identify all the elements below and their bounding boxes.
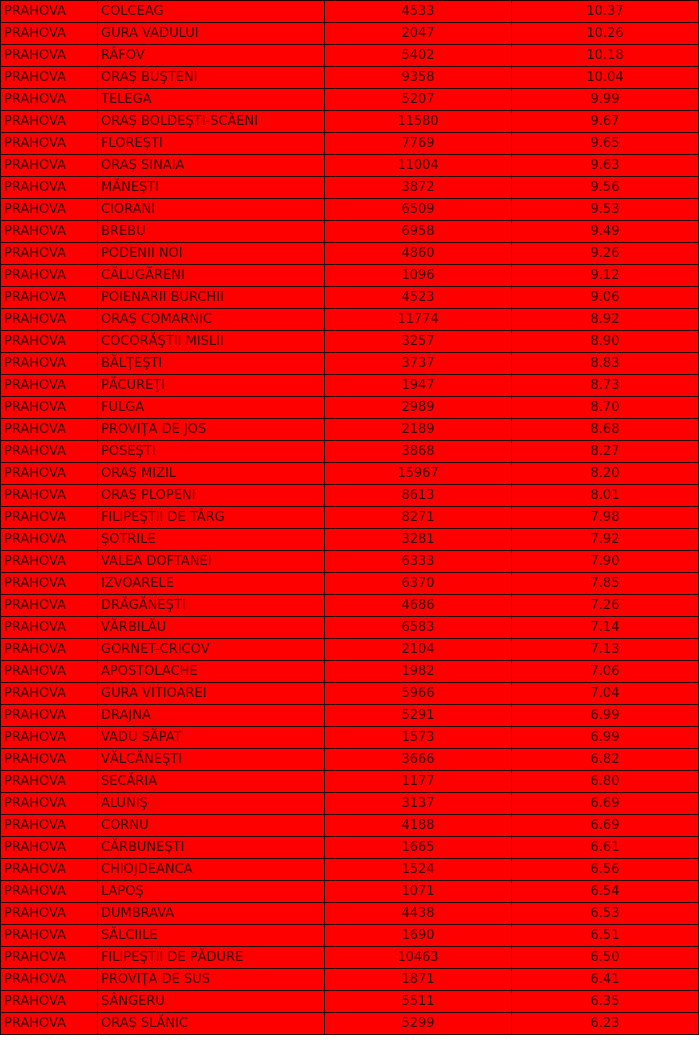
county-cell[interactable]: PRAHOVA xyxy=(1,551,98,573)
table-row xyxy=(1,771,699,793)
rate-cell[interactable]: 6.69 xyxy=(512,815,699,837)
rate-cell[interactable]: 6.56 xyxy=(512,859,699,881)
county-cell[interactable]: PRAHOVA xyxy=(1,903,98,925)
population-cell[interactable]: 4438 xyxy=(325,903,512,925)
rate-cell[interactable]: 7.92 xyxy=(512,529,699,551)
county-cell[interactable]: PRAHOVA xyxy=(1,705,98,727)
population-cell[interactable]: 4860 xyxy=(325,243,512,265)
locality-cell[interactable]: COLCEAG xyxy=(98,1,325,23)
rate-cell[interactable]: 10.26 xyxy=(512,23,699,45)
county-cell[interactable]: PRAHOVA xyxy=(1,881,98,903)
locality-cell[interactable]: VALEA DOFTANEI xyxy=(98,551,325,573)
rate-cell[interactable]: 8.73 xyxy=(512,375,699,397)
county-cell[interactable]: PRAHOVA xyxy=(1,991,98,1013)
population-cell[interactable]: 11580 xyxy=(325,111,512,133)
table-row xyxy=(1,67,699,89)
county-cell[interactable]: PRAHOVA xyxy=(1,221,98,243)
population-cell[interactable]: 8271 xyxy=(325,507,512,529)
population-cell[interactable]: 3137 xyxy=(325,793,512,815)
locality-cell[interactable]: PĂCUREŢI xyxy=(98,375,325,397)
locality-cell[interactable]: MĂNEŞTI xyxy=(98,177,325,199)
table-row xyxy=(1,903,699,925)
locality-cell[interactable]: SĂLCIILE xyxy=(98,925,325,947)
table-row xyxy=(1,595,699,617)
rate-cell[interactable]: 8.90 xyxy=(512,331,699,353)
rate-cell[interactable]: 7.13 xyxy=(512,639,699,661)
population-cell[interactable]: 9358 xyxy=(325,67,512,89)
rate-cell[interactable]: 8.83 xyxy=(512,353,699,375)
county-cell[interactable]: PRAHOVA xyxy=(1,419,98,441)
locality-cell[interactable]: POIENARII BURCHII xyxy=(98,287,325,309)
county-cell[interactable]: PRAHOVA xyxy=(1,683,98,705)
population-cell[interactable]: 1690 xyxy=(325,925,512,947)
county-cell[interactable]: PRAHOVA xyxy=(1,23,98,45)
rate-cell[interactable]: 6.99 xyxy=(512,727,699,749)
county-cell[interactable]: PRAHOVA xyxy=(1,463,98,485)
locality-cell[interactable]: ORAŞ BUŞTENI xyxy=(98,67,325,89)
locality-cell[interactable]: BĂLŢEŞTI xyxy=(98,353,325,375)
locality-cell[interactable]: TELEGA xyxy=(98,89,325,111)
locality-cell[interactable]: BREBU xyxy=(98,221,325,243)
population-cell[interactable]: 3868 xyxy=(325,441,512,463)
table-row xyxy=(1,705,699,727)
locality-cell[interactable]: ORAŞ COMARNIC xyxy=(98,309,325,331)
county-cell[interactable]: PRAHOVA xyxy=(1,89,98,111)
county-cell[interactable]: PRAHOVA xyxy=(1,67,98,89)
population-cell[interactable]: 11774 xyxy=(325,309,512,331)
rate-cell[interactable]: 10.04 xyxy=(512,67,699,89)
locality-cell[interactable]: POSEŞTI xyxy=(98,441,325,463)
table-row xyxy=(1,375,699,397)
table-row xyxy=(1,133,699,155)
county-cell[interactable]: PRAHOVA xyxy=(1,507,98,529)
population-cell[interactable]: 4686 xyxy=(325,595,512,617)
rate-cell[interactable]: 9.65 xyxy=(512,133,699,155)
rate-cell[interactable]: 6.69 xyxy=(512,793,699,815)
population-cell[interactable]: 2189 xyxy=(325,419,512,441)
locality-cell[interactable]: LAPOŞ xyxy=(98,881,325,903)
rate-cell[interactable]: 10.18 xyxy=(512,45,699,67)
locality-cell[interactable]: DRĂGĂNEŞTI xyxy=(98,595,325,617)
population-cell[interactable]: 3666 xyxy=(325,749,512,771)
county-cell[interactable]: PRAHOVA xyxy=(1,177,98,199)
table-row xyxy=(1,881,699,903)
county-cell[interactable]: PRAHOVA xyxy=(1,243,98,265)
population-cell[interactable]: 7769 xyxy=(325,133,512,155)
locality-cell[interactable]: ALUNIŞ xyxy=(98,793,325,815)
rate-cell[interactable]: 9.99 xyxy=(512,89,699,111)
locality-cell[interactable]: COCORĂŞTII MISLII xyxy=(98,331,325,353)
population-cell[interactable]: 5966 xyxy=(325,683,512,705)
rate-cell[interactable]: 6.61 xyxy=(512,837,699,859)
locality-cell[interactable]: VĂLCĂNEŞTI xyxy=(98,749,325,771)
county-cell[interactable]: PRAHOVA xyxy=(1,397,98,419)
locality-cell[interactable]: ORAŞ PLOPENI xyxy=(98,485,325,507)
locality-cell[interactable]: ŞOTRILE xyxy=(98,529,325,551)
locality-cell[interactable]: FLOREŞTI xyxy=(98,133,325,155)
population-cell[interactable]: 5207 xyxy=(325,89,512,111)
population-cell[interactable]: 1871 xyxy=(325,969,512,991)
rate-cell[interactable]: 6.51 xyxy=(512,925,699,947)
rate-cell[interactable]: 7.90 xyxy=(512,551,699,573)
locality-cell[interactable]: PROVIŢA DE JOS xyxy=(98,419,325,441)
table-row xyxy=(1,507,699,529)
county-cell[interactable]: PRAHOVA xyxy=(1,353,98,375)
population-cell[interactable]: 1071 xyxy=(325,881,512,903)
table-row xyxy=(1,177,699,199)
table-row xyxy=(1,309,699,331)
population-cell[interactable]: 6509 xyxy=(325,199,512,221)
population-cell[interactable]: 1982 xyxy=(325,661,512,683)
locality-cell[interactable]: FILIPEŞTII DE PĂDURE xyxy=(98,947,325,969)
locality-cell[interactable]: DUMBRAVA xyxy=(98,903,325,925)
county-cell[interactable]: PRAHOVA xyxy=(1,529,98,551)
county-cell[interactable]: PRAHOVA xyxy=(1,309,98,331)
population-cell[interactable]: 1096 xyxy=(325,265,512,287)
county-cell[interactable]: PRAHOVA xyxy=(1,617,98,639)
rate-cell[interactable]: 6.35 xyxy=(512,991,699,1013)
rate-cell[interactable]: 8.68 xyxy=(512,419,699,441)
rate-cell[interactable]: 9.67 xyxy=(512,111,699,133)
rate-cell[interactable]: 9.06 xyxy=(512,287,699,309)
locality-cell[interactable]: GORNET-CRICOV xyxy=(98,639,325,661)
locality-cell[interactable]: FULGA xyxy=(98,397,325,419)
locality-cell[interactable]: FILIPEŞTII DE TÂRG xyxy=(98,507,325,529)
table-row xyxy=(1,1,699,23)
population-cell[interactable]: 2989 xyxy=(325,397,512,419)
table-row xyxy=(1,353,699,375)
county-cell[interactable]: PRAHOVA xyxy=(1,947,98,969)
population-cell[interactable]: 5291 xyxy=(325,705,512,727)
locality-cell[interactable]: SECĂRIA xyxy=(98,771,325,793)
county-cell[interactable]: PRAHOVA xyxy=(1,595,98,617)
table-row xyxy=(1,683,699,705)
county-cell[interactable]: PRAHOVA xyxy=(1,199,98,221)
table-row xyxy=(1,463,699,485)
county-cell[interactable]: PRAHOVA xyxy=(1,45,98,67)
table-row xyxy=(1,947,699,969)
rate-cell[interactable]: 6.50 xyxy=(512,947,699,969)
rate-cell[interactable]: 7.85 xyxy=(512,573,699,595)
population-cell[interactable]: 3281 xyxy=(325,529,512,551)
county-cell[interactable]: PRAHOVA xyxy=(1,133,98,155)
population-cell[interactable]: 3872 xyxy=(325,177,512,199)
table-row xyxy=(1,749,699,771)
table-row xyxy=(1,551,699,573)
rate-cell[interactable]: 9.12 xyxy=(512,265,699,287)
table-row xyxy=(1,45,699,67)
table-body xyxy=(1,1,699,1035)
county-cell[interactable]: PRAHOVA xyxy=(1,331,98,353)
table-row xyxy=(1,419,699,441)
population-cell[interactable]: 6333 xyxy=(325,551,512,573)
rate-cell[interactable]: 6.80 xyxy=(512,771,699,793)
rate-cell[interactable]: 7.98 xyxy=(512,507,699,529)
locality-cell[interactable]: APOSTOLACHE xyxy=(98,661,325,683)
locality-cell[interactable]: RÂFOV xyxy=(98,45,325,67)
population-cell[interactable]: 3737 xyxy=(325,353,512,375)
county-cell[interactable]: PRAHOVA xyxy=(1,771,98,793)
table-row xyxy=(1,639,699,661)
population-cell[interactable]: 10463 xyxy=(325,947,512,969)
table-row xyxy=(1,727,699,749)
population-cell[interactable]: 5511 xyxy=(325,991,512,1013)
county-cell[interactable]: PRAHOVA xyxy=(1,265,98,287)
rate-cell[interactable]: 8.20 xyxy=(512,463,699,485)
table-row xyxy=(1,793,699,815)
table-row xyxy=(1,661,699,683)
population-cell[interactable]: 1524 xyxy=(325,859,512,881)
locality-cell[interactable]: VĂRBILĂU xyxy=(98,617,325,639)
table-row xyxy=(1,969,699,991)
rate-cell[interactable]: 9.56 xyxy=(512,177,699,199)
population-cell[interactable]: 15967 xyxy=(325,463,512,485)
locality-cell[interactable]: CĂRBUNEŞTI xyxy=(98,837,325,859)
table-row xyxy=(1,111,699,133)
county-cell[interactable]: PRAHOVA xyxy=(1,969,98,991)
population-cell[interactable]: 6583 xyxy=(325,617,512,639)
county-cell[interactable]: PRAHOVA xyxy=(1,1,98,23)
rate-cell[interactable]: 7.04 xyxy=(512,683,699,705)
rate-cell[interactable]: 10.37 xyxy=(512,1,699,23)
locality-cell[interactable]: CORNU xyxy=(98,815,325,837)
locality-cell[interactable]: IZVOARELE xyxy=(98,573,325,595)
population-cell[interactable]: 5402 xyxy=(325,45,512,67)
rate-cell[interactable]: 8.01 xyxy=(512,485,699,507)
locality-cell[interactable]: VADU SĂPAT xyxy=(98,727,325,749)
county-cell[interactable]: PRAHOVA xyxy=(1,573,98,595)
locality-cell[interactable]: CHIOJDEANCA xyxy=(98,859,325,881)
locality-cell[interactable]: PROVIŢA DE SUS xyxy=(98,969,325,991)
table-row xyxy=(1,617,699,639)
rate-cell[interactable]: 9.63 xyxy=(512,155,699,177)
locality-cell[interactable]: PODENII NOI xyxy=(98,243,325,265)
locality-cell[interactable]: GURA VADULUI xyxy=(98,23,325,45)
rate-cell[interactable]: 6.53 xyxy=(512,903,699,925)
table-row xyxy=(1,1013,699,1035)
county-cell[interactable]: PRAHOVA xyxy=(1,111,98,133)
table-row xyxy=(1,243,699,265)
table-row xyxy=(1,397,699,419)
locality-cell[interactable]: SÂNGERU xyxy=(98,991,325,1013)
population-cell[interactable]: 1665 xyxy=(325,837,512,859)
locality-cell[interactable]: GURA VITIOAREI xyxy=(98,683,325,705)
rate-cell[interactable]: 7.26 xyxy=(512,595,699,617)
population-cell[interactable]: 1573 xyxy=(325,727,512,749)
county-cell[interactable]: PRAHOVA xyxy=(1,727,98,749)
locality-cell[interactable]: CĂLUGĂRENI xyxy=(98,265,325,287)
locality-cell[interactable]: ORAŞ BOLDEŞTI-SCĂENI xyxy=(98,111,325,133)
locality-cell[interactable]: ORAŞ SINAIA xyxy=(98,155,325,177)
population-cell[interactable]: 2047 xyxy=(325,23,512,45)
county-cell[interactable]: PRAHOVA xyxy=(1,749,98,771)
population-cell[interactable]: 5299 xyxy=(325,1013,512,1035)
rate-cell[interactable]: 7.14 xyxy=(512,617,699,639)
population-cell[interactable]: 4533 xyxy=(325,1,512,23)
county-cell[interactable]: PRAHOVA xyxy=(1,639,98,661)
table-row xyxy=(1,815,699,837)
rate-cell[interactable]: 9.49 xyxy=(512,221,699,243)
county-cell[interactable]: PRAHOVA xyxy=(1,287,98,309)
table-row xyxy=(1,199,699,221)
table-row xyxy=(1,837,699,859)
rate-cell[interactable]: 9.53 xyxy=(512,199,699,221)
rate-cell[interactable]: 6.54 xyxy=(512,881,699,903)
table-row xyxy=(1,925,699,947)
county-cell[interactable]: PRAHOVA xyxy=(1,859,98,881)
county-cell[interactable]: PRAHOVA xyxy=(1,375,98,397)
table-row xyxy=(1,287,699,309)
locality-cell[interactable]: CIORANI xyxy=(98,199,325,221)
population-cell[interactable]: 11004 xyxy=(325,155,512,177)
rate-cell[interactable]: 6.23 xyxy=(512,1013,699,1035)
rate-cell[interactable]: 8.70 xyxy=(512,397,699,419)
population-cell[interactable]: 2104 xyxy=(325,639,512,661)
county-cell[interactable]: PRAHOVA xyxy=(1,485,98,507)
table-row xyxy=(1,991,699,1013)
rate-cell[interactable]: 8.92 xyxy=(512,309,699,331)
rate-cell[interactable]: 7.06 xyxy=(512,661,699,683)
population-cell[interactable]: 6370 xyxy=(325,573,512,595)
table-row xyxy=(1,331,699,353)
table-row xyxy=(1,89,699,111)
population-cell[interactable]: 6958 xyxy=(325,221,512,243)
rate-cell[interactable]: 6.41 xyxy=(512,969,699,991)
county-cell[interactable]: PRAHOVA xyxy=(1,155,98,177)
locality-cell[interactable]: ORAŞ MIZIL xyxy=(98,463,325,485)
table-row xyxy=(1,441,699,463)
table-row xyxy=(1,265,699,287)
population-cell[interactable]: 1947 xyxy=(325,375,512,397)
rate-cell[interactable]: 6.82 xyxy=(512,749,699,771)
rate-cell[interactable]: 6.99 xyxy=(512,705,699,727)
rate-cell[interactable]: 9.26 xyxy=(512,243,699,265)
population-cell[interactable]: 4523 xyxy=(325,287,512,309)
table-row xyxy=(1,485,699,507)
table-row xyxy=(1,23,699,45)
population-cell[interactable]: 4188 xyxy=(325,815,512,837)
table-row xyxy=(1,155,699,177)
table-row xyxy=(1,859,699,881)
county-cell[interactable]: PRAHOVA xyxy=(1,1013,98,1035)
county-cell[interactable]: PRAHOVA xyxy=(1,837,98,859)
county-cell[interactable]: PRAHOVA xyxy=(1,815,98,837)
locality-cell[interactable]: DRAJNA xyxy=(98,705,325,727)
population-cell[interactable]: 1177 xyxy=(325,771,512,793)
county-cell[interactable]: PRAHOVA xyxy=(1,925,98,947)
table-row xyxy=(1,529,699,551)
table-row xyxy=(1,221,699,243)
rate-cell[interactable]: 8.27 xyxy=(512,441,699,463)
population-cell[interactable]: 8613 xyxy=(325,485,512,507)
county-cell[interactable]: PRAHOVA xyxy=(1,661,98,683)
population-cell[interactable]: 3257 xyxy=(325,331,512,353)
table-row xyxy=(1,573,699,595)
county-cell[interactable]: PRAHOVA xyxy=(1,793,98,815)
locality-cell[interactable]: ORAŞ SLĂNIC xyxy=(98,1013,325,1035)
county-cell[interactable]: PRAHOVA xyxy=(1,441,98,463)
